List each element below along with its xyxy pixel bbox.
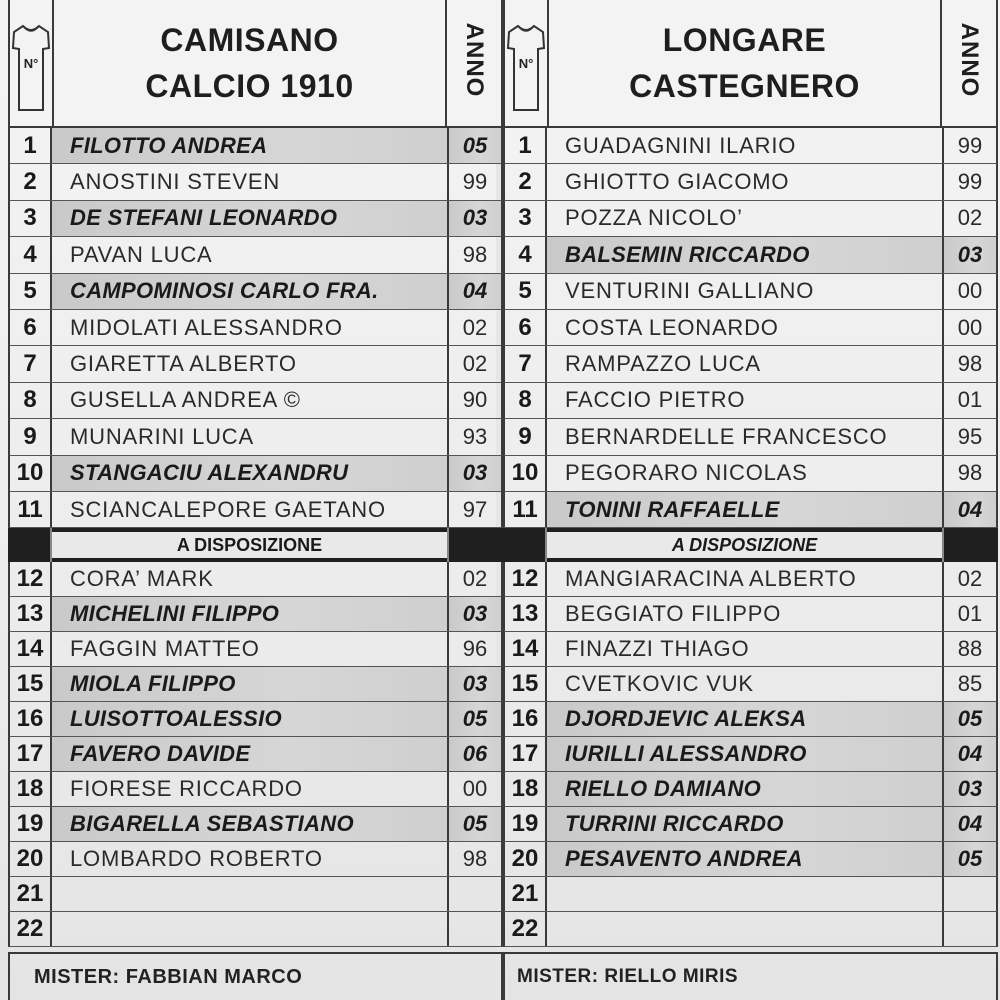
shirt-number: 5 <box>505 274 547 309</box>
birth-year: 06 <box>447 737 501 771</box>
shirt-number: 21 <box>10 877 52 911</box>
shirt-number: 15 <box>10 667 52 701</box>
player-name: FILOTTO ANDREA <box>52 128 447 163</box>
player-row <box>8 912 503 947</box>
birth-year: 96 <box>447 632 501 666</box>
player-row <box>8 346 503 382</box>
player-name: FIORESE RICCARDO <box>70 776 303 802</box>
team-name <box>549 0 940 126</box>
birth-year: 02 <box>447 310 501 345</box>
shirt-number: 17 <box>505 737 547 771</box>
birth-year: 02 <box>447 562 501 596</box>
shirt-number: 5 <box>10 274 52 309</box>
player-name: RAMPAZZO LUCA <box>565 351 761 377</box>
player-row <box>8 237 503 273</box>
shirt-number: 11 <box>10 492 52 527</box>
player-row <box>503 237 998 273</box>
shirt-number: 18 <box>10 772 52 806</box>
shirt-number: 19 <box>505 807 547 841</box>
birth-year: 05 <box>942 842 996 876</box>
birth-year <box>447 912 501 946</box>
year-header <box>445 0 501 126</box>
birth-year: 00 <box>447 772 501 806</box>
player-name: FINAZZI THIAGO <box>565 636 750 662</box>
player-name: MIDOLATI ALESSANDRO <box>70 314 343 340</box>
player-name: SCIANCALEPORE GAETANO <box>70 496 386 522</box>
player-row <box>8 807 503 842</box>
birth-year <box>447 877 501 911</box>
shirt-number: 16 <box>505 702 547 736</box>
player-row <box>503 492 998 528</box>
birth-year: 85 <box>942 667 996 701</box>
bench-header <box>503 528 998 562</box>
player-row <box>503 419 998 455</box>
player-name <box>52 877 447 911</box>
shirt-number: 3 <box>505 201 547 236</box>
player-name: MICHELINI FILIPPO <box>52 597 447 631</box>
shirt-number: 4 <box>505 237 547 272</box>
player-name <box>547 877 942 911</box>
player-name: DJORDJEVIC ALEKSA <box>547 702 942 736</box>
birth-year <box>942 877 996 911</box>
birth-year: 05 <box>447 702 501 736</box>
player-row <box>8 128 503 164</box>
birth-year: 99 <box>942 128 996 163</box>
shirt-number: 7 <box>505 346 547 381</box>
birth-year: 02 <box>942 562 996 596</box>
birth-year: 03 <box>942 772 996 806</box>
player-row <box>503 737 998 772</box>
team-header <box>503 0 998 128</box>
birth-year: 98 <box>447 237 501 272</box>
birth-year: 97 <box>447 492 501 527</box>
player-row <box>8 201 503 237</box>
shirt-number: 10 <box>505 456 547 491</box>
player-name <box>52 912 447 946</box>
player-name: MUNARINI LUCA <box>70 423 254 449</box>
player-name: GIARETTA ALBERTO <box>70 351 297 377</box>
shirt-number: 3 <box>10 201 52 236</box>
shirt-number: 21 <box>505 877 547 911</box>
player-name: BALSEMIN RICCARDO <box>547 237 942 272</box>
shirt-number: 17 <box>10 737 52 771</box>
shirt-number-label: N° <box>518 56 534 71</box>
player-name: RIELLO DAMIANO <box>547 772 942 806</box>
birth-year: 00 <box>942 274 996 309</box>
birth-year: 98 <box>447 842 501 876</box>
player-row <box>8 877 503 912</box>
birth-year: 03 <box>447 456 501 491</box>
player-rows <box>503 128 998 947</box>
birth-year: 00 <box>942 310 996 345</box>
player-row <box>8 383 503 419</box>
player-name: CAMPOMINOSI CARLO FRA. <box>52 274 447 309</box>
coach-line: MISTER: FABBIAN MARCO <box>8 952 503 1000</box>
player-name: TONINI RAFFAELLE <box>547 492 942 527</box>
birth-year: 05 <box>942 702 996 736</box>
shirt-number: 9 <box>505 419 547 454</box>
team-header <box>8 0 503 128</box>
player-name: LUISOTTOALESSIO <box>52 702 447 736</box>
year-header-label: ANNO <box>956 22 983 98</box>
shirt-number: 6 <box>505 310 547 345</box>
player-rows <box>8 128 503 947</box>
shirt-number: 22 <box>10 912 52 946</box>
player-name: MIOLA FILIPPO <box>52 667 447 701</box>
player-row <box>8 702 503 737</box>
birth-year: 02 <box>447 346 501 381</box>
team-longare <box>503 0 998 1000</box>
bench-label: A DISPOSIZIONE <box>547 532 942 558</box>
player-name: PEGORARO NICOLAS <box>565 460 808 486</box>
team-camisano <box>8 0 503 1000</box>
player-name: BERNARDELLE FRANCESCO <box>565 423 888 449</box>
shirt-number: 8 <box>505 383 547 418</box>
player-row <box>503 597 998 632</box>
bench-header <box>8 528 503 562</box>
birth-year: 99 <box>447 164 501 199</box>
birth-year: 90 <box>447 383 501 418</box>
birth-year: 03 <box>447 201 501 236</box>
shirt-number: 6 <box>10 310 52 345</box>
birth-year: 05 <box>447 807 501 841</box>
birth-year: 05 <box>447 128 501 163</box>
shirt-number: 16 <box>10 702 52 736</box>
player-name: LOMBARDO ROBERTO <box>70 846 323 872</box>
shirt-number: 10 <box>10 456 52 491</box>
shirt-number: 18 <box>505 772 547 806</box>
birth-year: 93 <box>447 419 501 454</box>
player-row <box>8 597 503 632</box>
shirt-number: 1 <box>505 128 547 163</box>
shirt-number: 19 <box>10 807 52 841</box>
player-name: FAGGIN MATTEO <box>70 636 260 662</box>
player-name: PAVAN LUCA <box>70 241 213 267</box>
player-row <box>503 201 998 237</box>
player-name: VENTURINI GALLIANO <box>565 278 815 304</box>
player-row <box>503 383 998 419</box>
player-name: IURILLI ALESSANDRO <box>547 737 942 771</box>
player-row <box>503 274 998 310</box>
player-name: DE STEFANI LEONARDO <box>52 201 447 236</box>
birth-year: 04 <box>942 737 996 771</box>
player-name: CORA’ MARK <box>70 566 214 592</box>
player-name: BIGARELLA SEBASTIANO <box>52 807 447 841</box>
shirt-number: 2 <box>505 164 547 199</box>
player-name: FAVERO DAVIDE <box>52 737 447 771</box>
player-name: POZZA NICOLO’ <box>565 205 743 231</box>
shirt-number: 7 <box>10 346 52 381</box>
player-name: TURRINI RICCARDO <box>547 807 942 841</box>
player-row <box>8 562 503 597</box>
player-row <box>8 456 503 492</box>
player-row <box>503 842 998 877</box>
shirt-number: 14 <box>10 632 52 666</box>
shirt-number: 14 <box>505 632 547 666</box>
bench-label: A DISPOSIZIONE <box>52 532 447 558</box>
birth-year: 04 <box>942 807 996 841</box>
shirt-number: 22 <box>505 912 547 946</box>
birth-year: 98 <box>942 346 996 381</box>
player-row <box>8 310 503 346</box>
team-name-line1: LONGARE <box>662 22 827 58</box>
shirt-number: 15 <box>505 667 547 701</box>
birth-year: 88 <box>942 632 996 666</box>
player-row <box>503 456 998 492</box>
player-row <box>8 274 503 310</box>
team-name-line2: CALCIO 1910 <box>145 68 354 104</box>
player-row <box>503 632 998 667</box>
coach-line: MISTER: RIELLO MIRIS <box>503 952 998 1000</box>
birth-year: 98 <box>942 456 996 491</box>
shirt-number: 1 <box>10 128 52 163</box>
shirt-number-label: N° <box>23 56 39 71</box>
birth-year: 03 <box>447 597 501 631</box>
shirt-number: 13 <box>505 597 547 631</box>
shirt-number: 13 <box>10 597 52 631</box>
player-row <box>503 667 998 702</box>
shirt-number: 12 <box>505 562 547 596</box>
player-row <box>8 492 503 528</box>
player-row <box>8 419 503 455</box>
player-name: ANOSTINI STEVEN <box>70 169 281 195</box>
player-row <box>503 310 998 346</box>
shirt-icon <box>10 0 54 126</box>
birth-year <box>942 912 996 946</box>
birth-year: 02 <box>942 201 996 236</box>
player-row <box>503 562 998 597</box>
birth-year: 04 <box>942 492 996 527</box>
player-row <box>503 164 998 200</box>
birth-year: 01 <box>942 383 996 418</box>
shirt-icon <box>505 0 549 126</box>
player-row <box>8 737 503 772</box>
team-name <box>54 0 445 126</box>
player-name: GUSELLA ANDREA © <box>70 387 301 413</box>
team-name-line1: CAMISANO <box>160 22 339 58</box>
player-row <box>503 128 998 164</box>
player-name: GUADAGNINI ILARIO <box>565 132 797 158</box>
shirt-number: 9 <box>10 419 52 454</box>
player-name: GHIOTTO GIACOMO <box>565 169 790 195</box>
player-row <box>503 877 998 912</box>
player-name: COSTA LEONARDO <box>565 314 779 340</box>
player-row <box>8 772 503 807</box>
player-row <box>503 912 998 947</box>
shirt-number: 12 <box>10 562 52 596</box>
year-header-label: ANNO <box>461 22 488 98</box>
shirt-number: 2 <box>10 164 52 199</box>
shirt-number: 11 <box>505 492 547 527</box>
birth-year: 03 <box>447 667 501 701</box>
player-row <box>8 164 503 200</box>
year-header <box>940 0 996 126</box>
player-row <box>503 807 998 842</box>
birth-year: 03 <box>942 237 996 272</box>
shirt-number: 4 <box>10 237 52 272</box>
player-row <box>8 632 503 667</box>
player-name: BEGGIATO FILIPPO <box>565 601 782 627</box>
player-name: PESAVENTO ANDREA <box>547 842 942 876</box>
birth-year: 95 <box>942 419 996 454</box>
team-name-line2: CASTEGNERO <box>629 68 860 104</box>
player-row <box>8 842 503 877</box>
player-row <box>503 346 998 382</box>
player-row <box>503 702 998 737</box>
birth-year: 04 <box>447 274 501 309</box>
shirt-number: 20 <box>505 842 547 876</box>
shirt-number: 8 <box>10 383 52 418</box>
player-name: MANGIARACINA ALBERTO <box>565 566 857 592</box>
player-name: CVETKOVIC VUK <box>565 671 754 697</box>
player-row <box>503 772 998 807</box>
birth-year: 99 <box>942 164 996 199</box>
player-name <box>547 912 942 946</box>
birth-year: 01 <box>942 597 996 631</box>
player-name: FACCIO PIETRO <box>565 387 746 413</box>
player-row <box>8 667 503 702</box>
player-name: STANGACIU ALEXANDRU <box>52 456 447 491</box>
shirt-number: 20 <box>10 842 52 876</box>
